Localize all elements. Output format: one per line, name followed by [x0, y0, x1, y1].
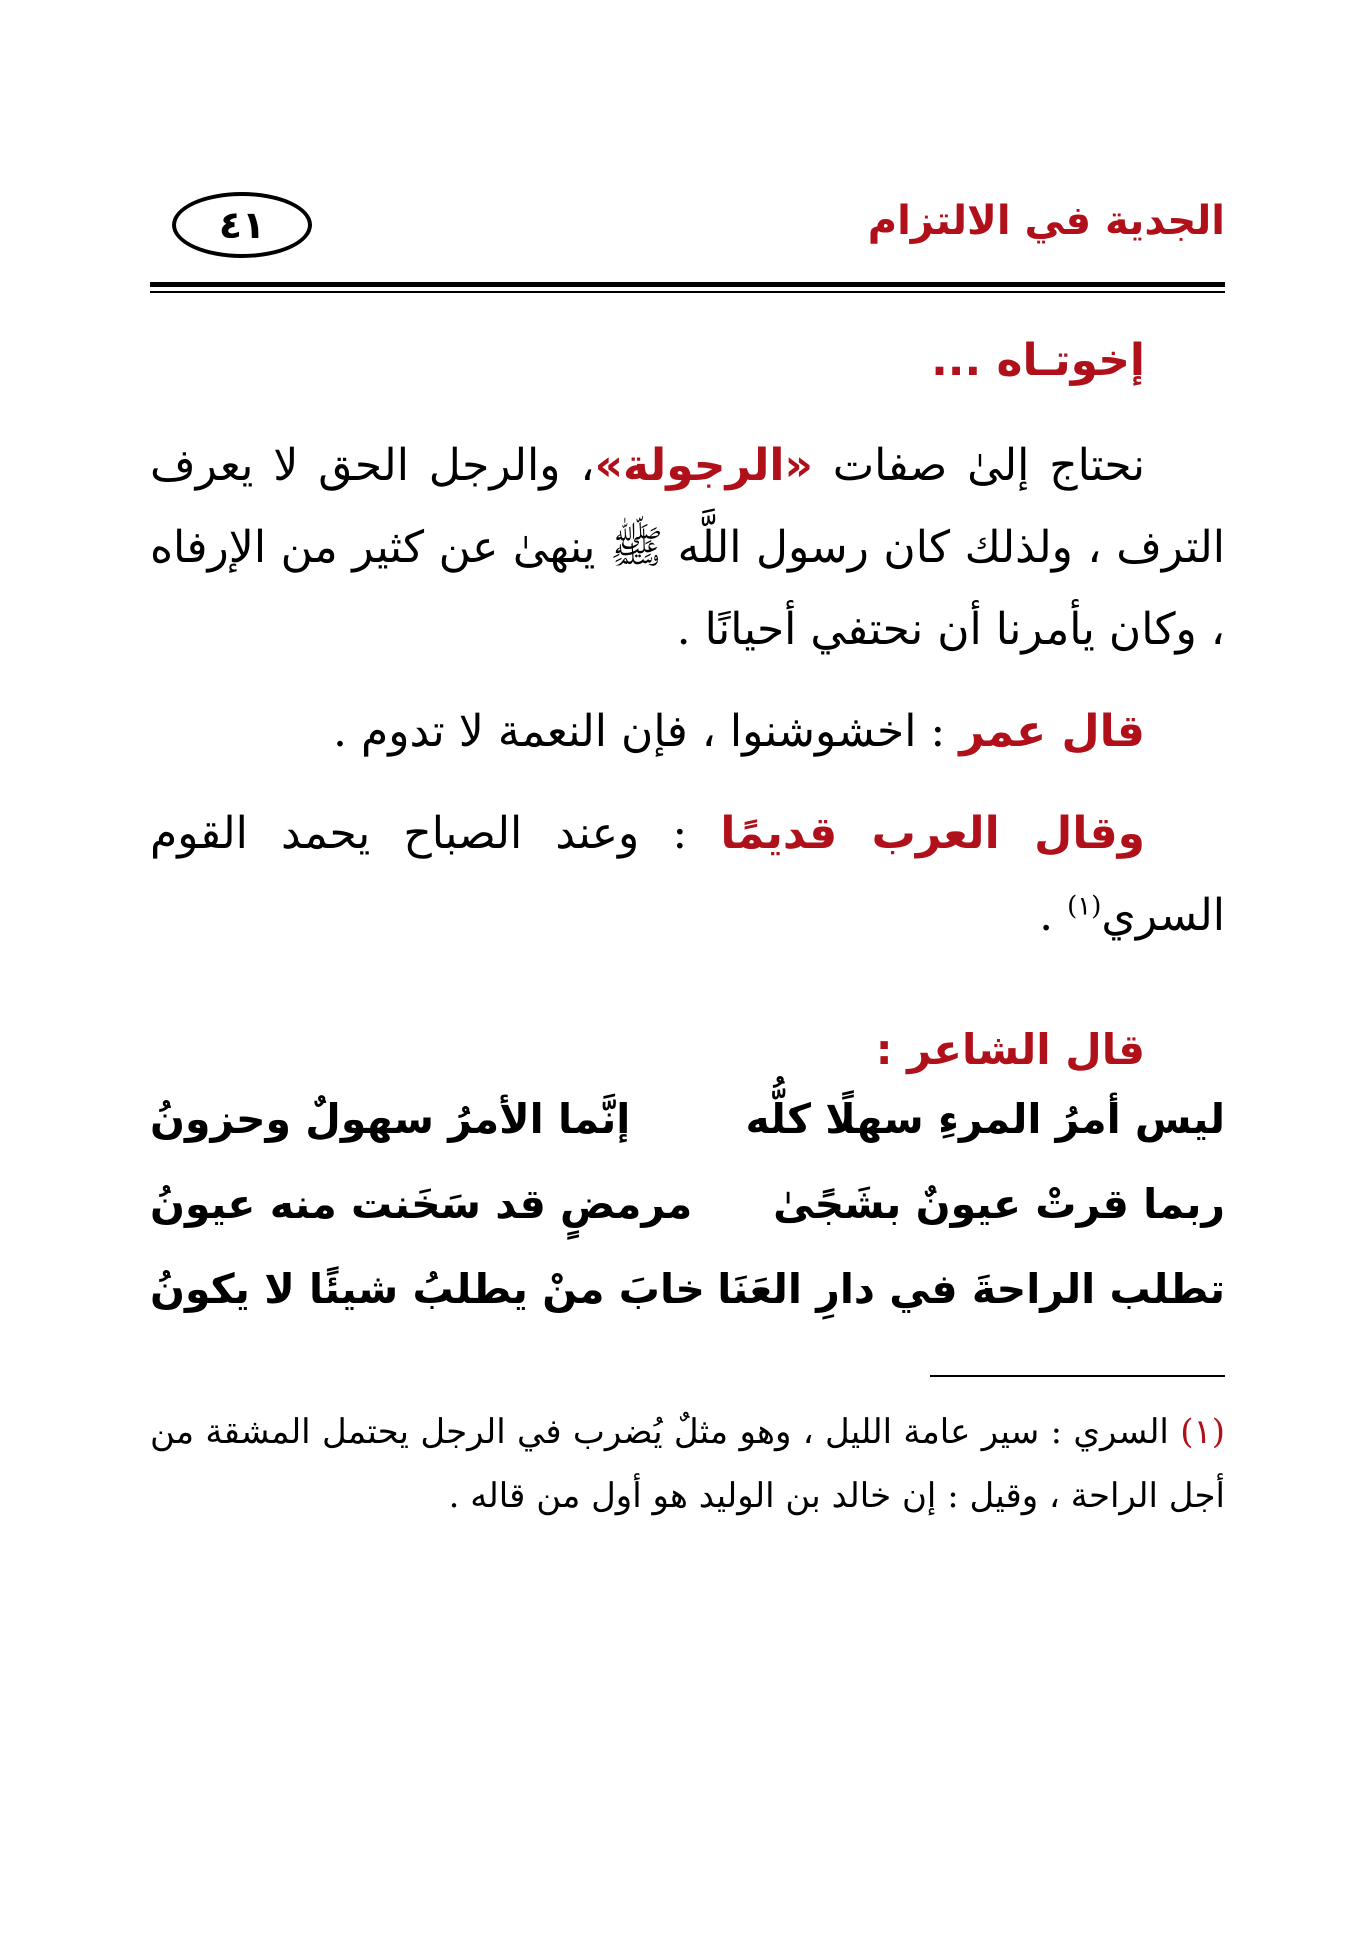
footnote-text: السري : سير عامة الليل ، وهو مثلٌ يُضرب في الرجل يحتمل المشقة من أجل الراحة ، وقيل : إن خالد بن الوليد هو أول من قاله . — [150, 1412, 1225, 1516]
page-header — [150, 190, 1225, 280]
page-number-oval — [172, 192, 312, 258]
quote-text-arabs: : وعند الصباح يحمد القوم السري — [150, 808, 1225, 941]
verse-line — [150, 1180, 1225, 1265]
verse-second-hemistich: مرمضٍ قد سَخَنت منه عيونُ — [150, 1180, 693, 1228]
verse-line — [150, 1095, 1225, 1180]
quote-text-omar: : اخشوشنوا ، فإن النعمة لا تدوم . — [332, 706, 960, 757]
verse-line — [150, 1265, 1225, 1350]
paragraph-3 — [150, 793, 1225, 957]
header-rule-thick — [150, 282, 1225, 287]
header-rule-thin — [150, 291, 1225, 293]
paragraph-1-before: نحتاج إلىٰ صفات — [812, 440, 1145, 491]
footnote-marker: (١) — [1180, 1412, 1225, 1452]
paragraph-1-after: ، والرجل الحق لا يعرف الترف ، ولذلك كان رسول اللَّه ﷺ ينهىٰ عن كثير من الإرفاه ، وكان يأمرنا أن نحتفي أحيانًا . — [150, 440, 1225, 655]
paragraph-2 — [150, 691, 1225, 773]
verse-first-hemistich: ربما قرتْ عيونٌ بشَجًىٰ — [773, 1180, 1225, 1228]
footnote — [150, 1400, 1225, 1528]
quote-text-arabs-end: . — [1039, 890, 1068, 941]
body-text — [150, 425, 1225, 957]
verse-first-hemistich: ليس أمرُ المرءِ سهلًا كلُّه — [745, 1095, 1225, 1143]
page-number: ٤١ — [218, 203, 266, 247]
section-heading: إخوتـاه ... — [931, 335, 1145, 386]
running-title: الجدية في الالتزام — [867, 198, 1225, 244]
paragraph-1-highlight: «الرجولة» — [594, 440, 813, 491]
verse-first-hemistich: تطلب الراحةَ في دارِ العَنَا — [717, 1265, 1225, 1313]
poet-intro: قال الشاعر : — [875, 1025, 1145, 1074]
quote-attribution-arabs: وقال العرب قديمًا — [720, 808, 1145, 859]
verse-second-hemistich: خابَ منْ يطلبُ شيئًا لا يكونُ — [150, 1265, 705, 1313]
footnote-reference: (١) — [1067, 891, 1102, 922]
paragraph-1 — [150, 425, 1225, 671]
poem-verses — [150, 1095, 1225, 1350]
book-page — [150, 190, 1225, 1890]
verse-second-hemistich: إنَّما الأمرُ سهولٌ وحزونُ — [150, 1095, 631, 1143]
footnote-separator — [930, 1375, 1225, 1377]
quote-attribution-omar: قال عمر — [959, 706, 1145, 757]
